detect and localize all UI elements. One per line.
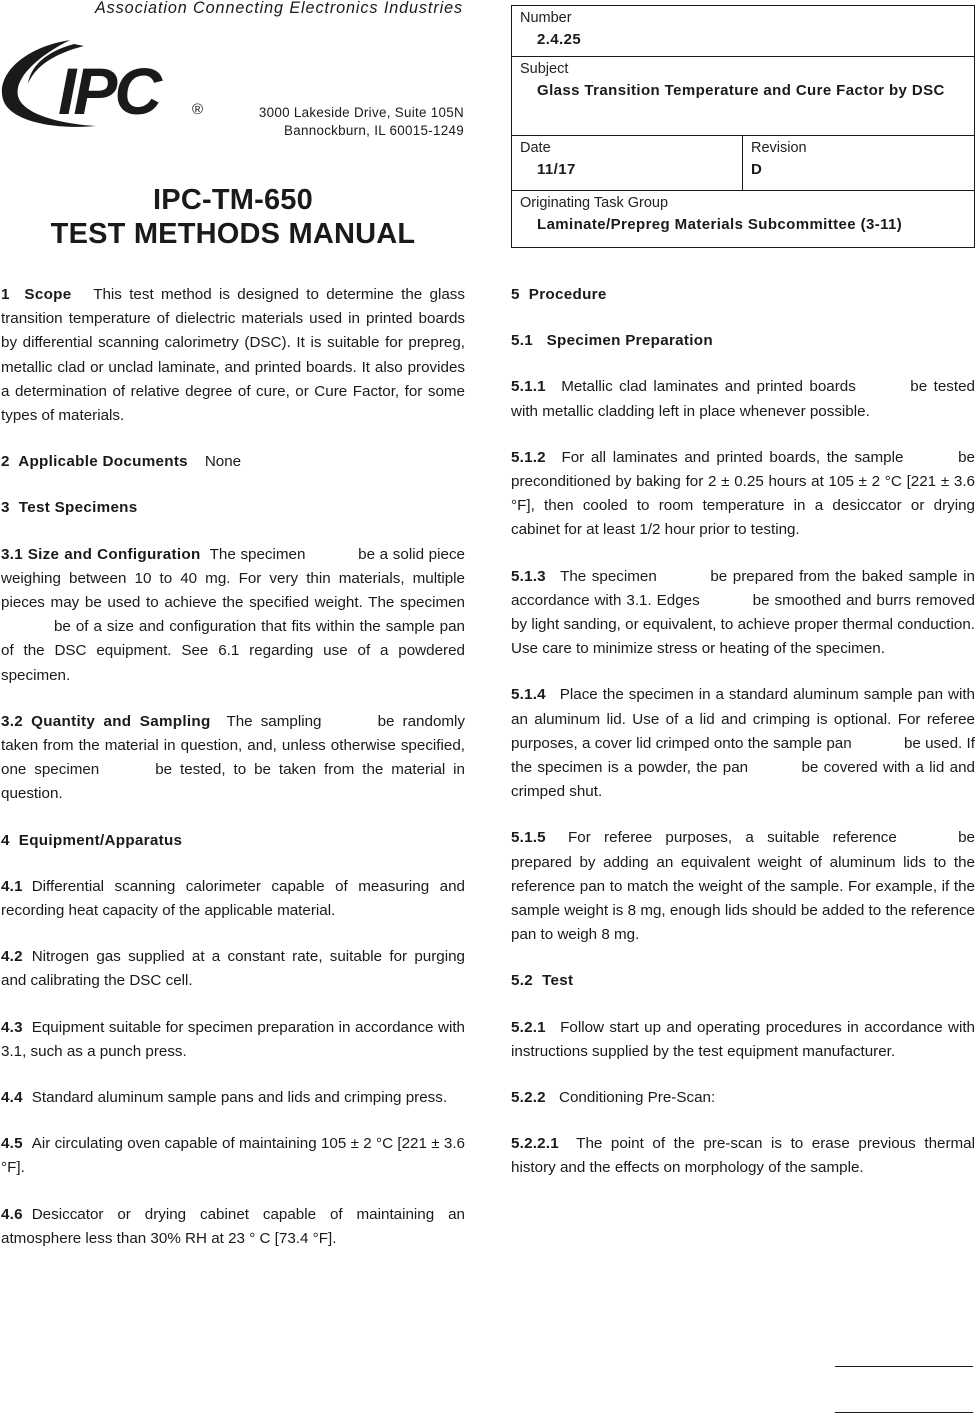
- section-text: Nitrogen gas supplied at a constant rate, suitable for purging and calibrating the DSC cell.: [1, 948, 465, 990]
- equipment-item: [1, 1203, 465, 1251]
- section-5-2-1: [511, 1016, 975, 1064]
- title-line-2: TEST METHODS MANUAL: [50, 218, 416, 250]
- section-number: 5.2.2.1: [511, 1135, 559, 1153]
- subject-value: Glass Transition Temperature and Cure Factor by DSC: [537, 82, 945, 99]
- equipment-item: [1, 1016, 465, 1064]
- section-number: 1: [1, 286, 10, 303]
- association-tagline: Association Connecting Electronics Industries: [94, 0, 463, 17]
- section-number: 3: [1, 499, 10, 517]
- section-number: 4.5: [1, 1135, 23, 1153]
- section-5-2-2: [511, 1086, 975, 1110]
- section-number: 5.1.2: [511, 448, 546, 466]
- section-5-1-1: [511, 375, 975, 423]
- section-scope: [1, 283, 465, 428]
- section-5-1-5: [511, 826, 975, 947]
- section-number: 2: [1, 453, 10, 471]
- section-number: 5.1: [511, 332, 534, 350]
- equipment-item: [1, 945, 465, 993]
- date-cell: [512, 136, 743, 190]
- section-title: Applicable Documents: [18, 453, 188, 471]
- section-text: be used. If the specimen is a powder, the pan: [511, 734, 975, 777]
- section-text: be prepared from the baked sample in accordance with 3.1. Edges: [511, 567, 975, 609]
- document-info-box: [511, 5, 975, 248]
- section-5-2-2-1: [511, 1132, 975, 1180]
- section-test: [511, 969, 975, 993]
- subject-cell: [512, 57, 974, 136]
- section-title: Scope: [24, 286, 72, 303]
- equipment-item: [1, 875, 465, 923]
- page-title: [0, 183, 466, 251]
- section-title: Quantity and Sampling: [31, 712, 211, 730]
- section-number: 4.1: [1, 877, 23, 895]
- section-title: Specimen Preparation: [546, 332, 713, 350]
- section-text: The point of the pre-scan is to erase previous thermal history and the effects on morphology of the sample.: [511, 1135, 975, 1177]
- section-title: Procedure: [528, 286, 607, 303]
- section-text: Place the specimen in a standard aluminum sample pan with an aluminum lid. Use of a lid and crimping is optional. For referee purposes, a cover lid crimped onto the sample pan: [511, 686, 975, 752]
- section-number: 3.1: [1, 545, 24, 563]
- section-text: Follow start up and operating procedures in accordance with instructions supplied by the test equipment manufacturer.: [511, 1018, 975, 1060]
- section-number: 5.2.2: [511, 1089, 546, 1107]
- address: [230, 104, 464, 140]
- section-number: 4: [1, 831, 10, 849]
- footer-rule: [835, 1412, 973, 1413]
- subject-label: Subject: [520, 61, 569, 77]
- address-line-1: 3000 Lakeside Drive, Suite 105N: [258, 105, 464, 120]
- section-text: Standard aluminum sample pans and lids and crimping press.: [31, 1089, 448, 1107]
- section-5-1-3: [511, 565, 975, 662]
- equipment-item: [1, 1132, 465, 1180]
- section-text: be prepared by adding an equivalent weight of aluminum lids to the reference pan to match the weight of the sample. For example, if the sample weight is 8 mg, enough lids should be added to the reference pan to weigh 8 mg.: [511, 829, 975, 944]
- equipment-list: [1, 875, 465, 1251]
- section-text: The specimen: [209, 545, 306, 563]
- date-revision-row: [512, 136, 974, 191]
- task-group-label: Originating Task Group: [520, 195, 669, 211]
- section-text: The sampling: [226, 712, 322, 730]
- section-number: 5: [511, 286, 520, 303]
- revision-value: D: [751, 161, 763, 178]
- section-specimen-preparation: [511, 329, 975, 353]
- section-text: Desiccator or drying cabinet capable of maintaining an atmosphere less than 30% RH at 23 ° C [73.4 °F].: [1, 1205, 465, 1247]
- right-column: [511, 283, 975, 1203]
- section-text: be randomly taken from the material in question, and, unless otherwise specified, one specimen: [1, 712, 466, 779]
- section-5-1-2: [511, 446, 975, 543]
- ipc-logo: [0, 38, 212, 130]
- section-3-2: [1, 710, 465, 807]
- section-title: Size and Configuration: [27, 545, 201, 563]
- section-number: 5.1.4: [511, 686, 546, 704]
- section-title: Test: [542, 972, 574, 990]
- footer-rule: [835, 1366, 973, 1367]
- section-number: 4.6: [1, 1205, 23, 1223]
- section-applicable-documents: [1, 450, 465, 474]
- section-text: be smoothed and burrs removed by light sanding, or equivalent, to achieve proper thermal conduction. Use care to minimize stress or heating of the specimen.: [511, 591, 975, 658]
- section-text: be tested, to be taken from the material in question.: [1, 761, 466, 803]
- date-label: Date: [520, 140, 551, 156]
- equipment-item: [1, 1086, 465, 1110]
- section-text: For all laminates and printed boards, the sample: [561, 448, 904, 466]
- section-text: Air circulating oven capable of maintaining 105 ± 2 °C [221 ± 3.6 °F].: [1, 1135, 465, 1177]
- section-text: This test method is designed to determine the glass transition temperature of dielectric materials used in printed boards by differential scanning calorimetry (DSC). It is suitable for prepreg, metallic clad or unclad laminate, and printed boards. It also provides a determination of relative degree of cure, or Cure Factor, for some types of materials.: [1, 286, 465, 425]
- section-title: Test Specimens: [18, 499, 138, 517]
- date-value: 11/17: [537, 161, 576, 178]
- section-number: 5.1.1: [511, 378, 546, 396]
- task-group-cell: [512, 191, 974, 247]
- section-text: be tested with metallic cladding left in place whenever possible.: [511, 378, 975, 420]
- revision-cell: [743, 136, 815, 190]
- section-text: For referee purposes, a suitable reference: [568, 829, 897, 847]
- section-number: 5.1.5: [511, 829, 546, 847]
- section-number: 5.2.1: [511, 1018, 546, 1036]
- section-procedure: [511, 283, 975, 307]
- section-number: 3.2: [1, 712, 24, 730]
- section-title: Equipment/Apparatus: [18, 831, 183, 849]
- section-text: The specimen: [560, 567, 657, 585]
- section-equipment: [1, 829, 465, 853]
- section-text: be preconditioned by baking for 2 ± 0.25 hours at 105 ± 2 °C [221 ± 3.6 °F], then cooled to room temperature in a desiccator or drying cabinet for at least 1/2 hour prior to testing.: [511, 448, 975, 539]
- registered-mark-icon: ®: [192, 101, 204, 118]
- section-text: Differential scanning calorimeter capable of measuring and recording heat capacity of the applicable material.: [1, 877, 465, 920]
- address-line-2: Bannockburn, IL 60015-1249: [283, 123, 464, 138]
- section-text: Metallic clad laminates and printed boards: [561, 378, 856, 396]
- section-text: be of a size and configuration that fits within the sample pan of the DSC equipment. See 6.1 regarding use of a powdered specimen.: [1, 618, 465, 684]
- section-number: 4.2: [1, 948, 23, 966]
- section-number: 5.1.3: [511, 567, 546, 585]
- section-text: Conditioning Pre-Scan:: [559, 1089, 716, 1107]
- section-3-1: [1, 543, 465, 688]
- number-label: Number: [520, 10, 572, 26]
- number-value: 2.4.25: [537, 31, 582, 48]
- section-5-1-4: [511, 683, 975, 804]
- section-text: Equipment suitable for specimen preparation in accordance with 3.1, such as a punch press.: [1, 1018, 465, 1060]
- section-text: be covered with a lid and crimped shut.: [511, 759, 975, 801]
- section-text: None: [204, 453, 242, 471]
- number-cell: [512, 6, 974, 57]
- logo-text: IPC: [58, 54, 160, 128]
- section-number: 4.4: [1, 1089, 23, 1107]
- section-number: 4.3: [1, 1018, 23, 1036]
- section-number: 5.2: [511, 972, 534, 990]
- title-line-1: IPC-TM-650: [153, 184, 313, 216]
- left-column: [1, 283, 465, 1273]
- revision-label: Revision: [751, 140, 807, 156]
- section-text: be a solid piece weighing between 10 to 40 mg. For very thin materials, multiple pieces may be used to achieve the specified weight. The specimen: [1, 545, 465, 612]
- section-test-specimens: [1, 496, 465, 520]
- task-group-value: Laminate/Prepreg Materials Subcommittee (3-11): [537, 216, 903, 233]
